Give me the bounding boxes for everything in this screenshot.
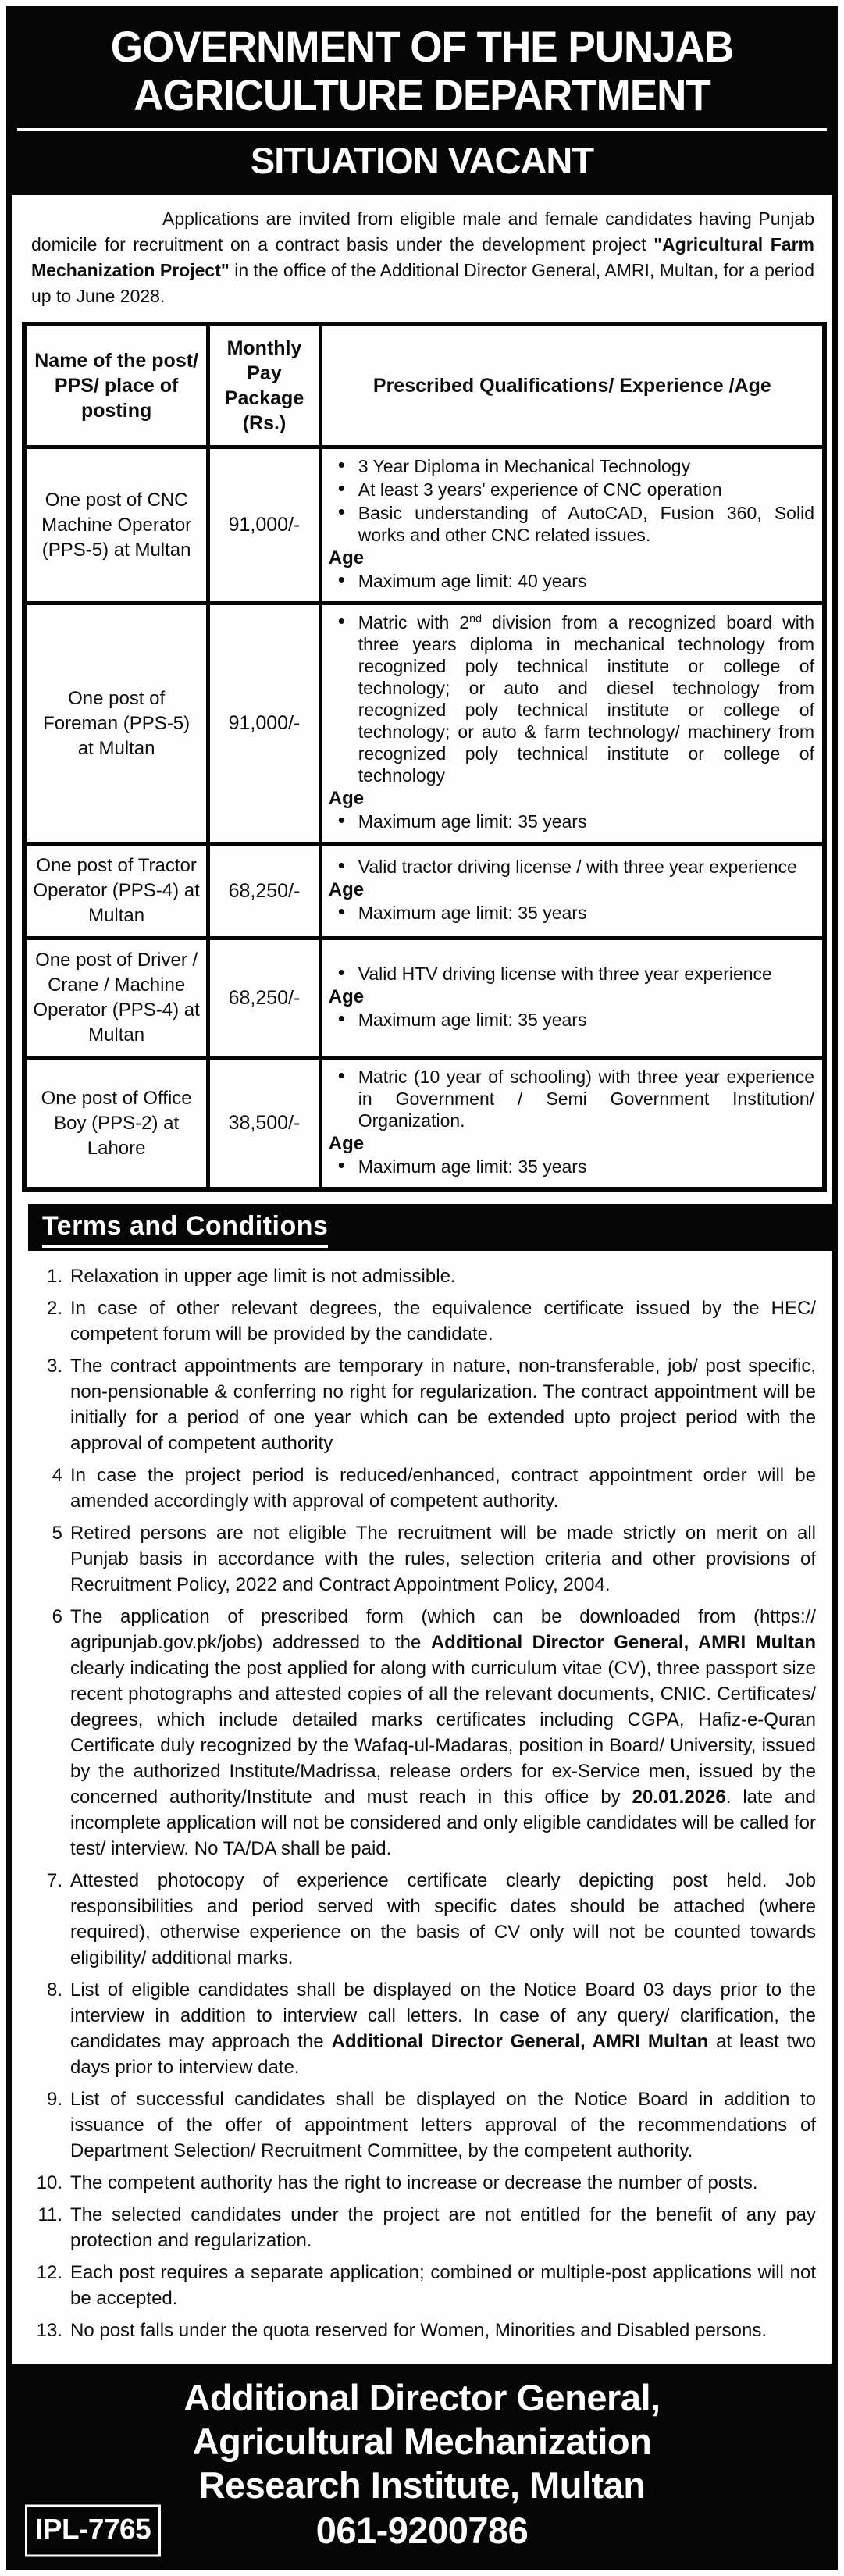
term-item-6 bbox=[33, 1604, 816, 1862]
term-text: Each post requires a separate application; combined or multiple-post applications will not be accepted. bbox=[70, 2262, 816, 2309]
table-row-office-boy bbox=[24, 1058, 824, 1190]
footer-phone-row bbox=[12, 2509, 832, 2553]
term-item-5 bbox=[33, 1520, 816, 1598]
term-text: List of eligible candidates shall be displayed on the Notice Board 03 days prior to the interview in addition to interview call letters. In case of any query/ clarification, the candidates may approach the Additional Director General, AMRI Multan at least two days prior to interview date. bbox=[70, 1979, 816, 2078]
footer-line-1: Additional Director General, bbox=[183, 2377, 661, 2418]
term-text: Attested photocopy of experience certificate clearly depicting post held. Job responsibilities and period served with specific dates should be attached (where required), otherwise experience on the basis of CV only will not be counted towards eligibility/ additional marks. bbox=[70, 1870, 816, 1969]
term-text: The selected candidates under the project are not entitled for the benefit of any pay protection and regularization. bbox=[70, 2204, 816, 2251]
age-limit-item: • Maximum age limit: 40 years bbox=[327, 570, 814, 592]
qualifications-cell bbox=[320, 844, 824, 939]
qualifications-cell bbox=[320, 604, 824, 844]
top-banner bbox=[12, 12, 832, 195]
age-limit-item: • Maximum age limit: 35 years bbox=[327, 811, 814, 832]
department-title: AGRICULTURE DEPARTMENT bbox=[134, 71, 710, 120]
advertisement bbox=[6, 6, 838, 2570]
term-number: 4 bbox=[52, 1465, 62, 1486]
post-cell: One post of Tractor Operator (PPS-4) at Multan bbox=[24, 844, 208, 939]
age-limit-item: • Maximum age limit: 35 years bbox=[327, 1009, 814, 1031]
qualifications-cell bbox=[320, 939, 824, 1058]
ipl-badge: IPL-7765 bbox=[25, 2505, 161, 2557]
post-cell: One post of Foreman (PPS-5) at Multan bbox=[24, 604, 208, 844]
age-label: Age bbox=[328, 547, 365, 568]
footer-phone: 061-9200786 bbox=[315, 2510, 529, 2551]
age-label: Age bbox=[328, 1133, 365, 1154]
term-item-2 bbox=[33, 1295, 816, 1347]
bottom-banner bbox=[12, 2364, 832, 2564]
footer-line-3: Research Institute, Multan bbox=[198, 2464, 646, 2506]
term-number: 1. bbox=[46, 1266, 62, 1287]
footer-line-2: Agricultural Mechanization bbox=[192, 2421, 652, 2462]
term-number: 11. bbox=[37, 2204, 62, 2225]
terms-list bbox=[33, 1263, 816, 2350]
qualifications-cell bbox=[320, 447, 824, 604]
addressee-bold: Additional Director General, AMRI Multan bbox=[331, 2031, 709, 2052]
qualification-item: • 3 Year Diploma in Mechanical Technology bbox=[327, 455, 814, 477]
qualification-item: • Valid tractor driving license / with three year experience bbox=[327, 856, 814, 878]
age-limit-item: • Maximum age limit: 35 years bbox=[327, 902, 814, 924]
term-item-4 bbox=[33, 1463, 816, 1514]
qualification-item: • Basic understanding of AutoCAD, Fusion 360, Solid works and other CNC related issues. bbox=[327, 502, 814, 546]
term-item-9 bbox=[33, 2086, 816, 2164]
qualification-item: • At least 3 years' experience of CNC operation bbox=[327, 479, 814, 501]
term-item-13 bbox=[33, 2318, 816, 2343]
terms-heading-text: Terms and Conditions bbox=[42, 1211, 328, 1248]
qualification-item: • Matric with 2nd division from a recognized board with three years diploma in mechanical technology from recognized poly technical institute or college of technology; or auto and diesel technology from recognized poly technical institute or college of technology; or auto & farm technology/ machinery from recognized poly technical institute or college of technology bbox=[327, 611, 814, 786]
pay-cell: 38,500/- bbox=[208, 1058, 321, 1190]
term-item-11 bbox=[33, 2202, 816, 2254]
term-item-10 bbox=[33, 2170, 816, 2196]
term-number: 10. bbox=[36, 2172, 62, 2193]
posts-table bbox=[22, 322, 827, 1192]
table-row-foreman bbox=[24, 604, 824, 844]
term-number: 13. bbox=[36, 2320, 62, 2341]
superscript-ordinal: nd bbox=[469, 612, 482, 625]
deadline-date-bold: 20.01.2026 bbox=[632, 1787, 726, 1808]
age-label: Age bbox=[328, 878, 365, 900]
table-row-tractor-operator bbox=[24, 844, 824, 939]
pay-cell: 68,250/- bbox=[208, 844, 321, 939]
term-item-1 bbox=[33, 1263, 816, 1289]
age-limit-item: • Maximum age limit: 35 years bbox=[327, 1156, 814, 1178]
table-header-row bbox=[24, 324, 824, 447]
addressee-bold: Additional Director General, AMRI Multan bbox=[430, 1632, 816, 1653]
age-label: Age bbox=[328, 788, 365, 809]
term-text: The competent authority has the right to increase or decrease the number of posts. bbox=[70, 2172, 758, 2193]
qualifications-cell bbox=[320, 1058, 824, 1190]
post-cell: One post of CNC Machine Operator (PPS-5) at Multan bbox=[24, 447, 208, 604]
intro-text-pre: Applications are invited from eligible male and female candidates having Punjab domicile for recruitment on a contract basis under the development project bbox=[31, 208, 814, 255]
term-item-7 bbox=[33, 1868, 816, 1971]
term-number: 3. bbox=[46, 1356, 62, 1377]
term-number: 6 bbox=[52, 1606, 62, 1627]
column-header-qualifications: Prescribed Qualifications/ Experience /Age bbox=[320, 324, 824, 447]
age-label: Age bbox=[328, 985, 365, 1007]
qualification-item: • Matric (10 year of schooling) with three year experience in Government / Semi Government Institution/ Organization. bbox=[327, 1066, 814, 1131]
term-text: No post falls under the quota reserved for Women, Minorities and Disabled persons. bbox=[70, 2320, 767, 2341]
term-text: Retired persons are not eligible The recruitment will be made strictly on merit on all Punjab basis in accordance with the rules, selection criteria and other provisions of Recruitment Policy, 2022 and Contract Appointment Policy, 2004. bbox=[70, 1523, 816, 1595]
term-item-8 bbox=[33, 1977, 816, 2080]
term-number: 7. bbox=[46, 1870, 62, 1891]
table-row-driver-crane-operator bbox=[24, 939, 824, 1058]
terms-heading bbox=[28, 1204, 832, 1251]
pay-cell: 91,000/- bbox=[208, 447, 321, 604]
post-cell: One post of Office Boy (PPS-2) at Lahore bbox=[24, 1058, 208, 1190]
banner-divider bbox=[17, 128, 827, 131]
term-text: In case of other relevant degrees, the equivalence certificate issued by the HEC/ competent forum will be provided by the candidate. bbox=[70, 1298, 816, 1345]
table-row-cnc-operator bbox=[24, 447, 824, 604]
term-number: 9. bbox=[46, 2089, 62, 2110]
column-header-pay: Monthly Pay Package (Rs.) bbox=[208, 324, 321, 447]
pay-cell: 91,000/- bbox=[208, 604, 321, 844]
pay-cell: 68,250/- bbox=[208, 939, 321, 1058]
term-number: 12. bbox=[36, 2262, 62, 2283]
term-text: List of successful candidates shall be displayed on the Notice Board in addition to issuance of the offer of appointment letters approval of the recommendations of Department Selection/ Recruitment Committee, by the competent authority. bbox=[70, 2089, 816, 2161]
government-title: GOVERNMENT OF THE PUNJAB bbox=[110, 23, 734, 72]
term-item-3 bbox=[33, 1353, 816, 1456]
post-cell: One post of Driver / Crane / Machine Operator (PPS-4) at Multan bbox=[24, 939, 208, 1058]
situation-vacant-title: SITUATION VACANT bbox=[250, 140, 594, 181]
term-text: The contract appointments are temporary in nature, non-transferable, job/ post specific, non-pensionable & conferring no right for regularization. The contract appointment will be initially for a period of one year which can be extended upto project period with the approval of competent authority bbox=[70, 1356, 816, 1454]
term-text: In case the project period is reduced/enhanced, contract appointment order will be amended accordingly with approval of competent authority. bbox=[70, 1465, 816, 1512]
term-item-12 bbox=[33, 2260, 816, 2311]
intro-paragraph bbox=[31, 206, 814, 309]
intro-project-name: "Agricultural Farm Mechanization Project" bbox=[31, 234, 814, 280]
term-text: Relaxation in upper age limit is not admissible. bbox=[70, 1266, 456, 1287]
term-number: 8. bbox=[46, 1979, 62, 2001]
column-header-post: Name of the post/ PPS/ place of posting bbox=[24, 324, 208, 447]
intro-text-post: in the office of the Additional Director General, AMRI, Multan, for a period up to June 2028. bbox=[31, 260, 815, 306]
term-number: 5 bbox=[52, 1523, 62, 1544]
term-text: The application of prescribed form (which can be downloaded from (https:// agripunjab.gov.pk/jobs) addressed to the Additional Director General, AMRI Multan clearly indicating the post applied for along with curriculum vitae (CV), three passport size recent photographs and attested copies of all the relevant documents, CNIC. Certificates/ degrees, which include detailed marks certificates including CGPA, Hafiz-e-Quran Certificate duly recognized by the Wafaq-ul-Madaras, position in Board/ University, issued by the authorized Institute/Madrissa, release orders for ex-Service men, issued by the concerned authority/Institute and must reach in this office by 20.01.2026. late and incomplete application will not be considered and only eligible candidates will be called for test/ interview. No TA/DA shall be paid. bbox=[70, 1606, 816, 1859]
qualification-item: • Valid HTV driving license with three year experience bbox=[327, 963, 814, 985]
term-number: 2. bbox=[46, 1298, 62, 1319]
